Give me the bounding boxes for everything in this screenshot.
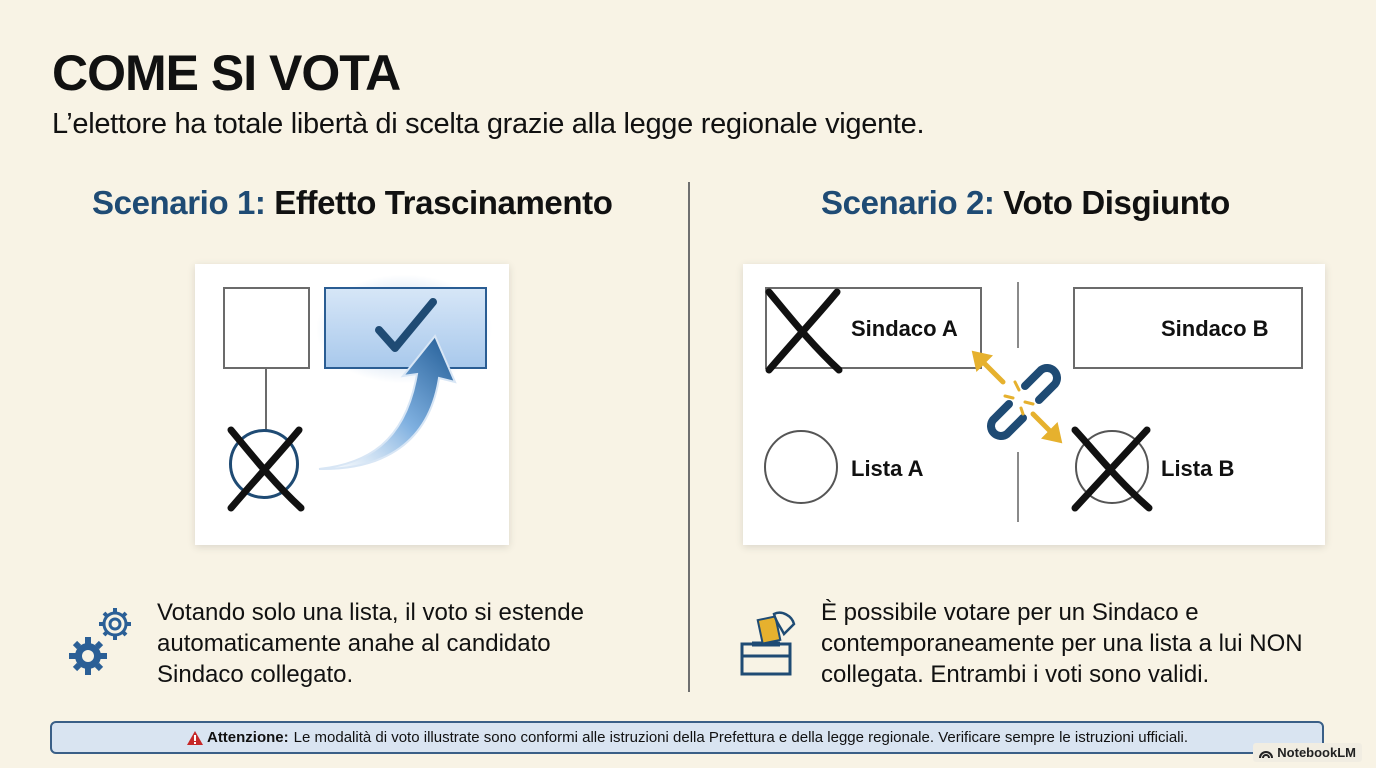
sindaco-a-label: Sindaco A (851, 316, 958, 341)
sindaco-b-label: Sindaco B (1161, 316, 1269, 341)
scenario2-title (821, 184, 1230, 222)
separator-line-top (1017, 282, 1019, 348)
scenario1-number: Scenario 1: (92, 184, 266, 221)
broken-chain-icon (963, 342, 1083, 454)
warning-icon (186, 730, 204, 746)
checkmark-icon (375, 298, 437, 356)
separator-line-bottom (1017, 452, 1019, 522)
list-marked-x-icon (225, 424, 307, 512)
scenario1-ballot-card (195, 264, 509, 545)
lista-a-label: Lista A (851, 456, 924, 481)
gears-icon (68, 603, 134, 682)
scenario1-description: Votando solo una lista, il voto si estende automaticamente anahe al candidato Sindaco collegato. (157, 599, 584, 688)
scenario1-name: Effetto Trascinamento (274, 184, 613, 221)
page-subtitle: L’elettore ha totale libertà di scelta grazie alla legge regionale vigente. (52, 108, 925, 140)
lista-a-circle (764, 430, 838, 504)
lista-b-label: Lista B (1161, 456, 1235, 481)
scenario2-name: Voto Disgiunto (1003, 184, 1230, 221)
scenario1-title (92, 184, 612, 222)
brand-badge (1253, 743, 1362, 762)
scenario2-number: Scenario 2: (821, 184, 995, 221)
scenario2-ballot-card (743, 264, 1325, 545)
sindaco-a-marked-x-icon (763, 286, 845, 374)
empty-name-box (223, 287, 310, 369)
column-divider (688, 182, 690, 692)
scenario2-description: È possibile votare per un Sindaco e contemporaneamente per una lista a lui NON collegata. Entrambi i voti sono validi. (821, 599, 1303, 688)
brand-label: NotebookLM (1277, 745, 1356, 760)
notice-bold-label: Attenzione: (206, 729, 289, 746)
page-title: COME SI VOTA (52, 45, 401, 101)
notice-text: Le modalità di voto illustrate sono conformi alle istruzioni della Prefettura e della legge regionale. Verificare sempre le istruzioni ufficiali. (293, 729, 1189, 746)
ballot-box-icon (734, 604, 798, 683)
notebooklm-logo-icon (1259, 747, 1273, 759)
warning-notice (50, 721, 1324, 754)
